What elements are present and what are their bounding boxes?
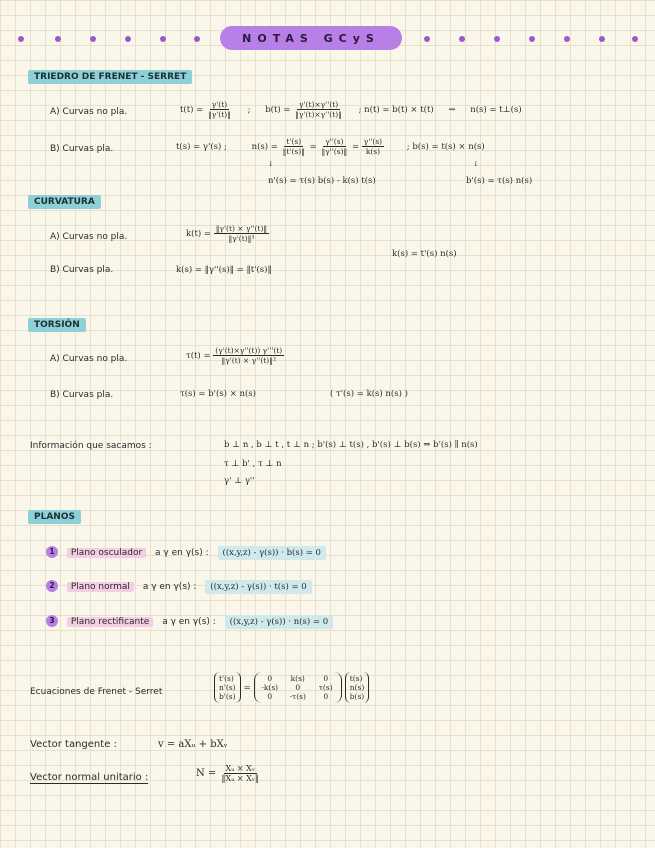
triedro-bprime: b'(s) = τ(s) n(s) (466, 176, 533, 186)
curvatura-b-formula: k(s) = ‖γ''(s)‖ = ‖t'(s)‖ (176, 265, 272, 275)
section-curvatura: CURVATURA (28, 195, 101, 209)
page-title: NOTAS GCyS (220, 26, 402, 50)
dot (55, 36, 61, 42)
triedro-nprime: n'(s) = τ(s) b(s) - k(s) t(s) (268, 176, 376, 186)
triedro-b-b: ; b(s) = t(s) × n(s) (406, 142, 485, 152)
triedro-a-b: b(t) = (265, 105, 291, 115)
dot (125, 36, 131, 42)
curvatura-a-label: A) Curvas no pla. (50, 232, 128, 242)
plano-3-label: Plano rectificante (67, 617, 153, 627)
dot (160, 36, 166, 42)
torsion-b-label: B) Curvas pla. (50, 390, 114, 400)
frenet-serret-system: t'(s) n'(s) b'(s) = 0 k(s) 0 -k(s) 0 τ(s) 0 -τ(s) 0 t(s) n(s) b(s) (214, 672, 369, 703)
torsion-b-formula: τ(s) = b'(s) × n(s) (180, 389, 256, 399)
torsion-b-paren: ( τ'(s) = k(s) n(s) ) (330, 389, 408, 399)
info-line3: γ' ⊥ γ'' (224, 476, 255, 486)
triedro-a-row (50, 107, 127, 117)
triedro-b-n: n(s) = (251, 142, 278, 152)
ecuaciones-label: Ecuaciones de Frenet - Serret (30, 687, 163, 697)
vector-normal-label: Vector normal unitario : (30, 772, 149, 783)
plano-row-2: 2 Plano normal a γ en γ(s) : ((x,y,z) - γ(s)) · t(s) = 0 (46, 580, 312, 592)
curvatura-a-formula: k(t) = $\frac{‖\gamma'(t) \times \gamma''(t)‖}{\text{‖γ'(t)‖³}}$ (186, 224, 268, 243)
frenet-matrix: 0 k(s) 0 -k(s) 0 τ(s) 0 -τ(s) 0 (254, 672, 342, 703)
plano-row-1: 1 Plano osculador a γ en γ(s) : ((x,y,z) - γ(s)) · b(s) = 0 (46, 546, 326, 558)
section-torsion: TORSIÓN (28, 318, 86, 332)
section-planos: PLANOS (28, 510, 81, 524)
arrow-icon: ⇝ (448, 105, 456, 115)
vector-tangente-label: Vector tangente : (30, 739, 117, 750)
dot (529, 36, 535, 42)
plano-1-eq: ((x,y,z) - γ(s)) · b(s) = 0 (218, 546, 326, 560)
triedro-b-label: B) Curvas pla. (50, 144, 114, 154)
section-triedro: TRIEDRO DE FRENET - SERRET (28, 70, 192, 84)
dot (194, 36, 200, 42)
triedro-b-formulas: t(s) = γ'(s) ; n(s) = $\frac{t'(s)}{‖t'(s)‖}$ = $\frac{\gamma''(s)}{‖\gamma''(s)‖}$ = $\frac{\gamma''(s)}{k(s)}$ ; b(s) = t(s) × n(s) (176, 137, 485, 156)
triedro-a-n2: n(s) = t⊥(s) (470, 105, 522, 115)
plano-3-eq: ((x,y,z) - γ(s)) · n(s) = 0 (225, 615, 333, 629)
torsion-a-formula: τ(t) = $\frac{(\gamma'(t)\times\gamma''(t)) \gamma'''(t)}{\text{‖γ'(t) × γ''(t)‖²}}$ (186, 346, 283, 365)
plano-1-label: Plano osculador (67, 548, 146, 558)
plano-2-eq: ((x,y,z) - γ(s)) · t(s) = 0 (205, 580, 311, 594)
plano-row-3: 3 Plano rectificante a γ en γ(s) : ((x,y,z) - γ(s)) · n(s) = 0 (46, 615, 333, 627)
triedro-a-label: A) Curvas no pla. (50, 107, 128, 117)
triedro-b-row (50, 144, 113, 154)
dot (459, 36, 465, 42)
dot (564, 36, 570, 42)
dot (632, 36, 638, 42)
curvatura-side: k(s) = t'(s) n(s) (392, 249, 457, 259)
rhs-vector: t(s) n(s) b(s) (345, 672, 370, 703)
torsion-a-label: A) Curvas no pla. (50, 354, 128, 364)
lhs-vector: t'(s) n'(s) b'(s) (214, 672, 241, 703)
dot (90, 36, 96, 42)
down-arrow-icon: ↓ (473, 160, 479, 168)
triedro-a-t: t(t) = (180, 105, 204, 115)
down-arrow-icon: ↓ (268, 160, 274, 168)
plano-2-label: Plano normal (67, 582, 134, 592)
vector-tangente-eq: v = aXᵤ + bXᵥ (158, 739, 228, 750)
curvatura-b-label: B) Curvas pla. (50, 265, 114, 275)
triedro-b-t: t(s) = γ'(s) ; (176, 142, 227, 152)
triedro-a-formulas: t(t) = $\frac{\gamma'(t)}{‖\gamma'(t)‖}$ ; b(t) = $\frac{\gamma'(t)\times\gamma''(t)}{‖\gamma'(t)\times\gamma''(t)‖}$ ; n(t) = b(t) × t(t) ⇝ n(s) = t⊥(s) (180, 100, 522, 119)
triedro-a-n: ; n(t) = b(t) × t(t) (358, 105, 434, 115)
dot (424, 36, 430, 42)
dot (494, 36, 500, 42)
info-line1: b ⊥ n , b ⊥ t , t ⊥ n ; b'(s) ⊥ t(s) , b'(s) ⊥ b(s) ⇒ b'(s) ∥ n(s) (224, 440, 478, 450)
info-label: Información que sacamos : (30, 441, 152, 451)
dot (599, 36, 605, 42)
vector-normal-eq: N = $\frac{\text{Xᵤ × Xᵥ}}{\text{‖Xᵤ × Xᵥ‖}}$ (196, 764, 259, 783)
info-line2: τ ⊥ b' , τ ⊥ n (224, 459, 282, 469)
dot (18, 36, 24, 42)
